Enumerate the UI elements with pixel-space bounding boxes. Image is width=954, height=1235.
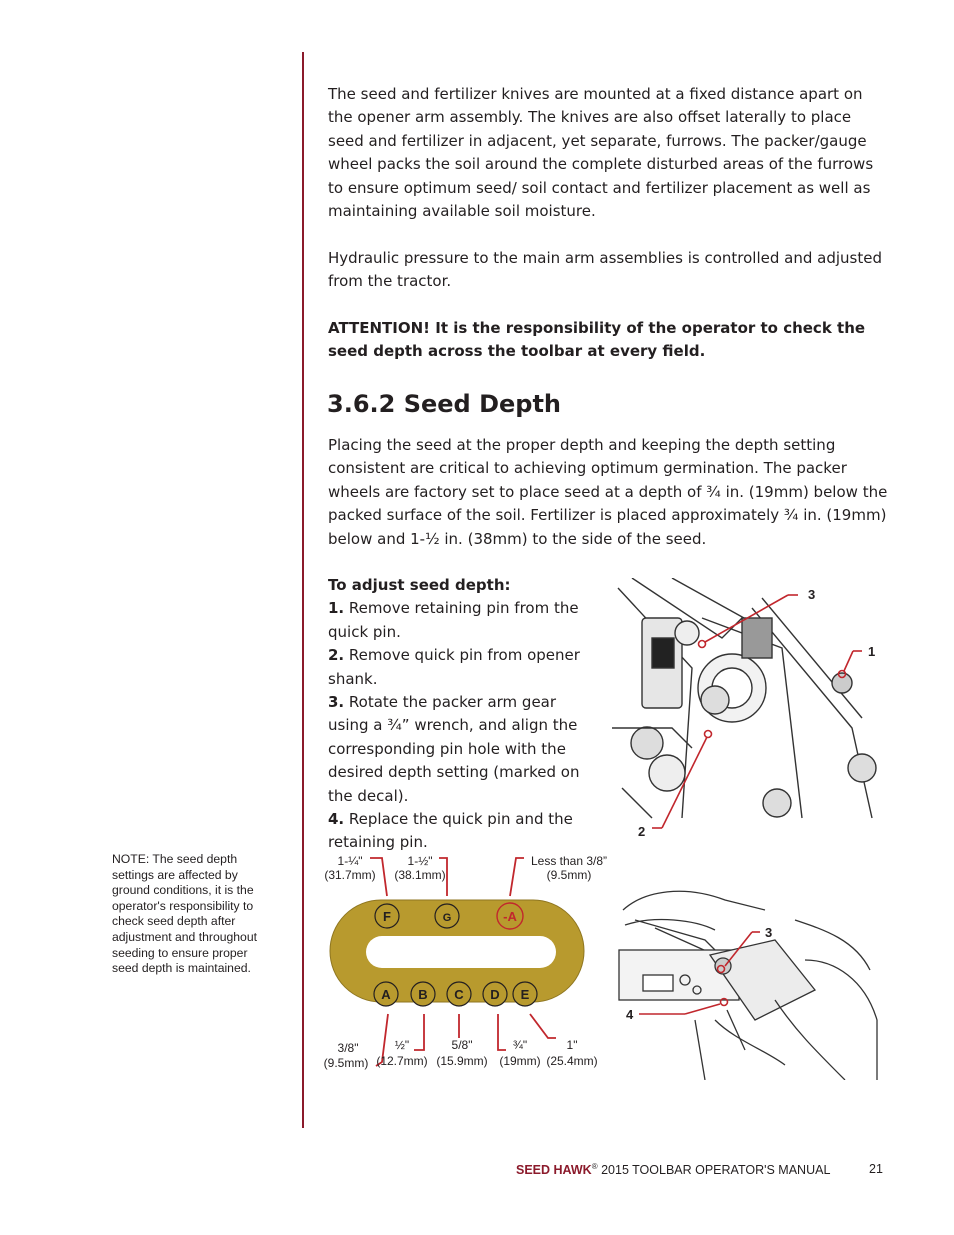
paragraph-hydraulic: Hydraulic pressure to the main arm assemblies is controlled and adjusted from the tractor. bbox=[328, 249, 882, 291]
step-item: 3. Rotate the packer arm gear using a ¾” wrench, and align the corresponding pin hole with the desired depth setting (marked on the decal). bbox=[328, 693, 580, 805]
decal-letter: E bbox=[520, 987, 530, 1002]
step-item: 1. Remove retaining pin from the quick pin. bbox=[328, 599, 579, 641]
depth-label: Less than 3/8” bbox=[530, 854, 608, 868]
depth-label: (9.5mm) bbox=[546, 868, 592, 882]
decal-letter: F bbox=[383, 909, 391, 924]
margin-rule bbox=[302, 52, 304, 1128]
callout-label: 1 bbox=[868, 644, 876, 659]
callout-label: 2 bbox=[638, 824, 646, 839]
decal-letter: D bbox=[490, 987, 500, 1002]
brand-name: SEED HAWK bbox=[516, 1163, 592, 1178]
step-item: 4. Replace the quick pin and the retaining pin. bbox=[328, 810, 573, 852]
depth-label: 1" bbox=[566, 1038, 578, 1052]
depth-label: ¾" bbox=[512, 1038, 528, 1052]
depth-label: 3/8" bbox=[337, 1041, 359, 1055]
page-footer: SEED HAWK® 2015 TOOLBAR OPERATOR'S MANUAL 21 bbox=[516, 1162, 883, 1178]
manual-title: 2015 TOOLBAR OPERATOR'S MANUAL bbox=[597, 1163, 831, 1178]
depth-decal-diagram bbox=[318, 848, 608, 1073]
adjust-steps bbox=[328, 574, 598, 855]
decal-letter: -A bbox=[503, 909, 517, 924]
step-item: 2. Remove quick pin from opener shank. bbox=[328, 646, 580, 688]
paragraph-seed-depth: Placing the seed at the proper depth and keeping the depth setting consistent are critical to achieving optimum germination. The packer wheels are factory set to place seed at a depth of ¾ in. (19mm) below the packed surface of the soil. Fertilizer is placed approximately ¾ in. (19mm) below and 1-½ in. (38mm) to the side of the seed. bbox=[328, 436, 888, 548]
steps-heading: To adjust seed depth: bbox=[328, 576, 511, 594]
depth-label: (15.9mm) bbox=[436, 1054, 488, 1068]
decal-letter: C bbox=[454, 987, 464, 1002]
decal-letter: A bbox=[381, 987, 391, 1002]
callout-label: 3 bbox=[765, 925, 773, 940]
depth-label: ½" bbox=[394, 1038, 410, 1052]
section-title: 3.6.2 Seed Depth bbox=[327, 390, 561, 418]
decal-letter: G bbox=[442, 912, 452, 924]
decal-letter: B bbox=[418, 987, 428, 1002]
opener-gear-photo bbox=[612, 578, 897, 843]
depth-label: (9.5mm) bbox=[323, 1056, 369, 1070]
callout-label: 4 bbox=[626, 1007, 634, 1022]
depth-label: (31.7mm) bbox=[324, 868, 376, 882]
depth-label: 1-¼" bbox=[337, 854, 363, 868]
page-number: 21 bbox=[869, 1162, 883, 1176]
depth-label: 5/8" bbox=[451, 1038, 473, 1052]
side-note: NOTE: The seed depth settings are affected by ground conditions, it is the operator's responsibility to check seed depth after adjustment and throughout seeding to ensure proper seed depth is maintained. bbox=[112, 852, 258, 976]
paragraph-knives: The seed and fertilizer knives are mounted at a fixed distance apart on the opener arm assembly. The knives are also offset laterally to place seed and fertilizer in adjacent, yet separate, furrows. The packer/gauge wheel packs the soil around the complete disturbed areas of the furrows to ensure optimum seed/ soil contact and fertilizer placement as well as maintaining available soil moisture. bbox=[328, 85, 874, 221]
attention-notice: ATTENTION! It is the responsibility of the operator to check the seed depth across the toolbar at every field. bbox=[328, 319, 866, 361]
depth-label: (38.1mm) bbox=[394, 868, 446, 882]
depth-label: (12.7mm) bbox=[376, 1054, 428, 1068]
depth-label: (25.4mm) bbox=[546, 1054, 598, 1068]
callout-label: 3 bbox=[808, 587, 816, 602]
depth-label: (19mm) bbox=[499, 1054, 541, 1068]
depth-label: 1-½" bbox=[407, 854, 433, 868]
wrench-adjust-photo bbox=[615, 880, 880, 1080]
